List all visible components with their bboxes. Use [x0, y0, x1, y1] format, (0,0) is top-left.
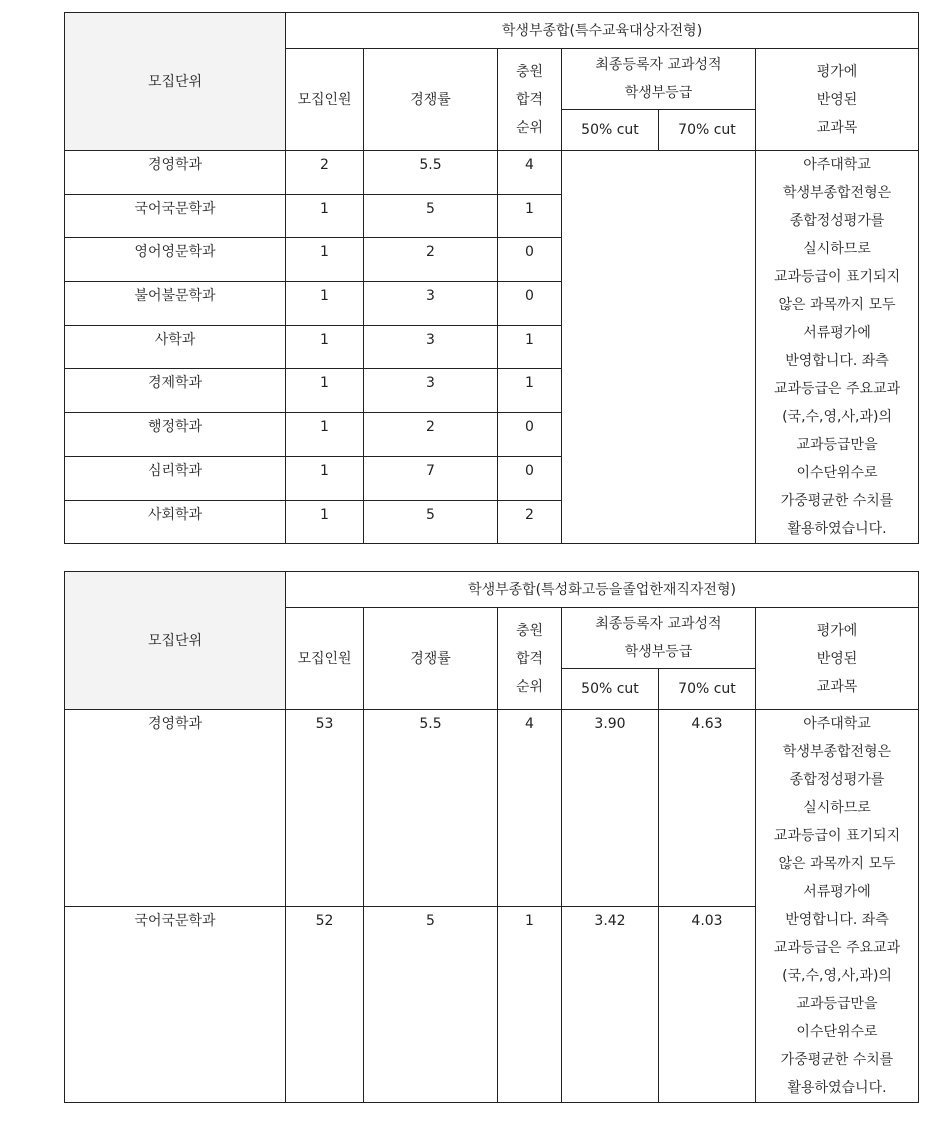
cell-ratio: 3: [364, 325, 498, 369]
group-title: 학생부종합(특수교육대상자전형): [286, 13, 919, 49]
cell-quota: 1: [286, 369, 364, 413]
cell-cut70: 4.63: [659, 710, 756, 907]
cell-quota: 1: [286, 456, 364, 500]
cell-rank: 0: [498, 282, 562, 326]
cell-ratio: 5.5: [364, 710, 498, 907]
header-unit: 모집단위: [65, 13, 286, 151]
cell-rank: 0: [498, 238, 562, 282]
cell-ratio: 5: [364, 906, 498, 1103]
subjects-note: 아주대학교 학생부종합전형은 종합정성평가를 실시하므로 교과등급이 표기되지 않은 과목까지 모두 서류평가에 반영합니다. 좌측 교과등급은 주요교과 (국,수,영,사,과)의 교과등급만을 이수단위수로 가중평균한 수치를 활용하였습니다.: [756, 151, 919, 544]
subjects-note: 아주대학교 학생부종합전형은 종합정성평가를 실시하므로 교과등급이 표기되지 않은 과목까지 모두 서류평가에 반영합니다. 좌측 교과등급은 주요교과 (국,수,영,사,과)의 교과등급만을 이수단위수로 가중평균한 수치를 활용하였습니다.: [756, 710, 919, 1103]
cell-ratio: 3: [364, 369, 498, 413]
cell-cut50: 3.42: [562, 906, 659, 1103]
cell-unit: 경영학과: [65, 151, 286, 195]
cell-rank: 0: [498, 456, 562, 500]
cell-rank: 4: [498, 710, 562, 907]
cell-unit: 사회학과: [65, 500, 286, 544]
cell-unit: 경영학과: [65, 710, 286, 907]
cell-ratio: 5: [364, 194, 498, 238]
header-subjects: 평가에 반영된 교과목: [756, 608, 919, 710]
cell-unit: 국어국문학과: [65, 906, 286, 1103]
cell-rank: 1: [498, 325, 562, 369]
header-rank: 충원 합격 순위: [498, 608, 562, 710]
cell-ratio: 3: [364, 282, 498, 326]
cell-unit: 경제학과: [65, 369, 286, 413]
cell-ratio: 5.5: [364, 151, 498, 195]
header-cut50: 50% cut: [562, 110, 659, 151]
cell-rank: 1: [498, 906, 562, 1103]
cell-unit: 행정학과: [65, 413, 286, 457]
cell-cut70: 4.03: [659, 906, 756, 1103]
cell-grade-empty: [562, 151, 756, 544]
header-ratio: 경쟁률: [364, 608, 498, 710]
cell-quota: 1: [286, 194, 364, 238]
cell-rank: 0: [498, 413, 562, 457]
cell-ratio: 5: [364, 500, 498, 544]
table-row: [65, 151, 919, 195]
cell-ratio: 7: [364, 456, 498, 500]
admission-table-special-education: [64, 12, 919, 544]
cell-quota: 52: [286, 906, 364, 1103]
header-subjects: 평가에 반영된 교과목: [756, 49, 919, 151]
group-title: 학생부종합(특성화고등을졸업한재직자전형): [286, 572, 919, 608]
header-final-grade: 최종등록자 교과성적 학생부등급: [562, 49, 756, 110]
table-row: [65, 710, 919, 907]
cell-unit: 영어영문학과: [65, 238, 286, 282]
cell-quota: 2: [286, 151, 364, 195]
cell-quota: 1: [286, 238, 364, 282]
cell-rank: 2: [498, 500, 562, 544]
cell-unit: 불어불문학과: [65, 282, 286, 326]
cell-unit: 사학과: [65, 325, 286, 369]
header-cut70: 70% cut: [659, 110, 756, 151]
cell-unit: 국어국문학과: [65, 194, 286, 238]
cell-cut50: 3.90: [562, 710, 659, 907]
header-cut50: 50% cut: [562, 669, 659, 710]
header-unit: 모집단위: [65, 572, 286, 710]
cell-rank: 4: [498, 151, 562, 195]
cell-rank: 1: [498, 369, 562, 413]
header-ratio: 경쟁률: [364, 49, 498, 151]
cell-quota: 53: [286, 710, 364, 907]
header-quota: 모집인원: [286, 608, 364, 710]
header-rank: 충원 합격 순위: [498, 49, 562, 151]
header-final-grade: 최종등록자 교과성적 학생부등급: [562, 608, 756, 669]
cell-unit: 심리학과: [65, 456, 286, 500]
cell-rank: 1: [498, 194, 562, 238]
admission-table-vocational-workers: [64, 571, 919, 1103]
cell-ratio: 2: [364, 413, 498, 457]
cell-ratio: 2: [364, 238, 498, 282]
header-quota: 모집인원: [286, 49, 364, 151]
cell-quota: 1: [286, 282, 364, 326]
header-cut70: 70% cut: [659, 669, 756, 710]
cell-quota: 1: [286, 413, 364, 457]
cell-quota: 1: [286, 500, 364, 544]
cell-quota: 1: [286, 325, 364, 369]
